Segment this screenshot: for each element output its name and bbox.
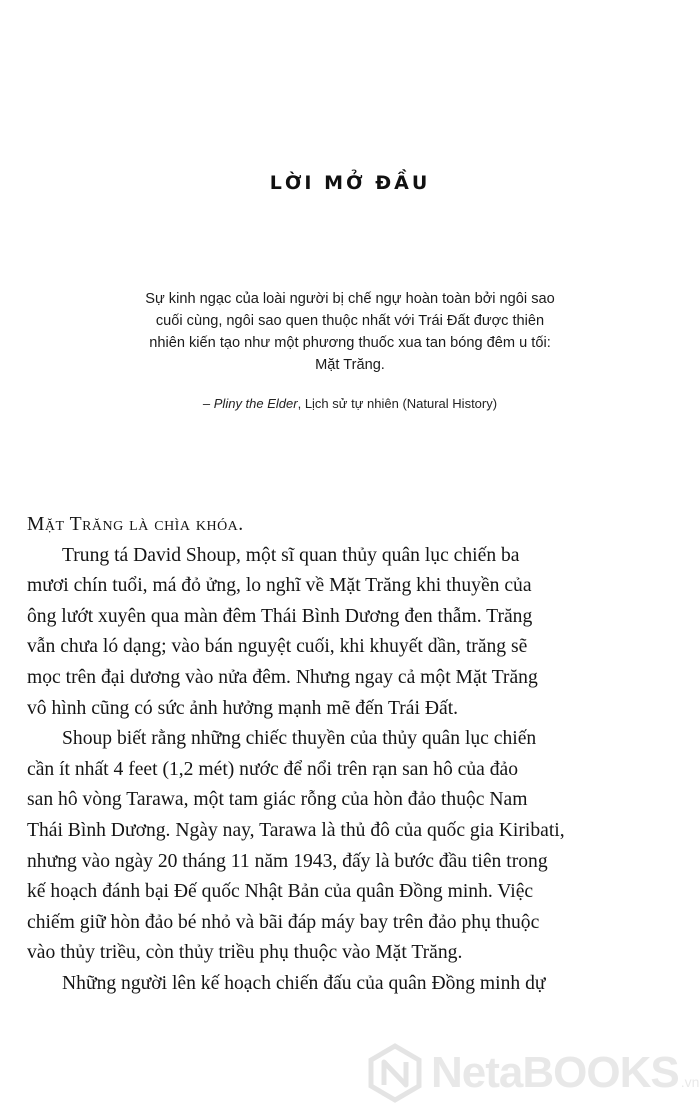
attribution-dash: – — [202, 396, 214, 411]
opening-line: Mặt Trăng là chìa khóa. — [27, 514, 244, 535]
paragraph-line: chiếm giữ hòn đảo bé nhỏ và bãi đáp máy bay trên đảo phụ thuộc — [27, 911, 540, 933]
epigraph-line: cuối cùng, ngôi sao quen thuộc nhất với Trái Đất được thiên — [155, 313, 545, 329]
epigraph-line: nhiên kiến tạo như một phương thuốc xua tan bóng đêm u tối: — [149, 335, 551, 351]
epigraph-line: Sự kinh ngạc của loài người bị chế ngự hoàn toàn bởi ngôi sao — [145, 291, 555, 307]
paragraph-line: vẫn chưa ló dạng; vào bán nguyệt cuối, khi khuyết dần, trăng sẽ — [27, 636, 528, 658]
epigraph — [70, 288, 630, 376]
netabooks-logo-icon — [365, 1043, 425, 1103]
paragraph-line: san hô vòng Tarawa, một tam giác rỗng của hòn đảo thuộc Nam — [27, 789, 528, 811]
attribution-source: , Lịch sử tự nhiên (Natural History) — [297, 396, 498, 411]
watermark-brand: NetaBOOKS — [431, 1048, 679, 1097]
paragraph-line: vào thủy triều, còn thủy triều phụ thuộc vào Mặt Trăng. — [27, 942, 463, 964]
paragraph-line: Thái Bình Dương. Ngày nay, Tarawa là thủ đô của quốc gia Kiribati, — [27, 819, 565, 841]
paragraph-line: vô hình cũng có sức ảnh hưởng mạnh mẽ đến Trái Đất. — [27, 697, 459, 719]
paragraph-line: ông lướt xuyên qua màn đêm Thái Bình Dương đen thẫm. Trăng — [27, 605, 533, 627]
epigraph-attribution — [70, 396, 630, 411]
paragraph-line: nhưng vào ngày 20 tháng 11 năm 1943, đấy là bước đầu tiên trong — [27, 850, 548, 872]
epigraph-line: Mặt Trăng. — [315, 357, 385, 373]
paragraph-line: Trung tá David Shoup, một sĩ quan thủy quân lục chiến ba — [62, 544, 520, 566]
paragraph-line: kế hoạch đánh bại Đế quốc Nhật Bản của quân Đồng minh. Việc — [27, 881, 534, 903]
body-text — [27, 510, 677, 1000]
paragraph-line: cần ít nhất 4 feet (1,2 mét) nước để nổi trên rạn san hô của đảo — [27, 758, 519, 780]
chapter-title: LỜI MỞ ĐẦU — [269, 172, 431, 194]
paragraph-line: mọc trên đại dương vào nửa đêm. Nhưng ngay cả một Mặt Trăng — [27, 666, 538, 688]
paragraph-line: Shoup biết rằng những chiếc thuyền của thủy quân lục chiến — [62, 728, 537, 750]
watermark-suffix: .vn — [680, 1074, 700, 1090]
paragraph-line: Những người lên kế hoạch chiến đấu của quân Đồng minh dự — [62, 972, 546, 994]
paragraph-line: mươi chín tuổi, má đỏ ửng, lo nghĩ về Mặt Trăng khi thuyền của — [27, 575, 532, 597]
attribution-author: Pliny the Elder — [213, 396, 298, 411]
watermark — [365, 1036, 699, 1110]
